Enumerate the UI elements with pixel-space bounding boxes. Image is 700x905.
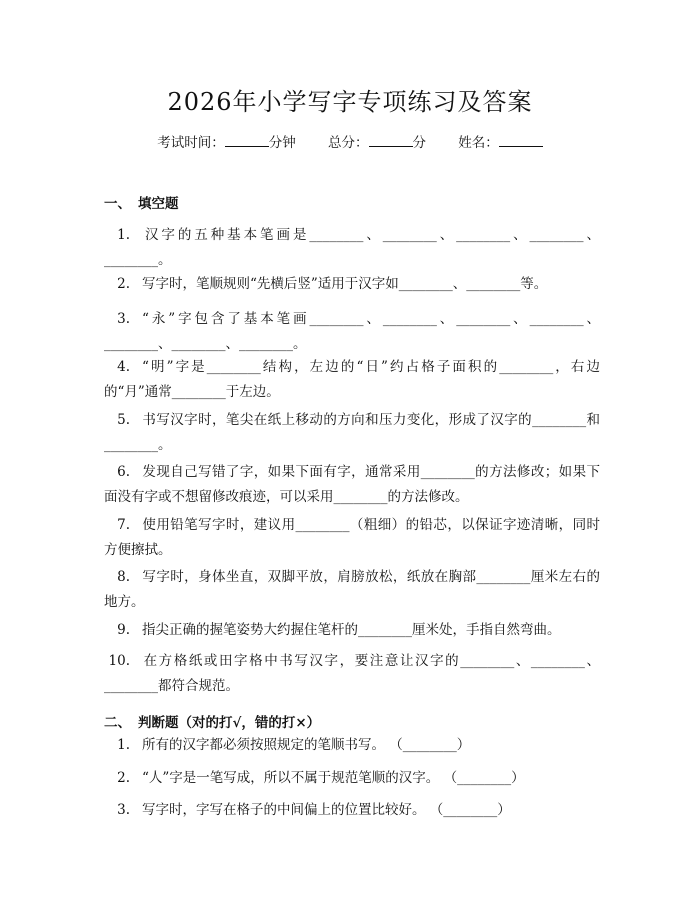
question-number: 5. (117, 412, 130, 428)
question-item (104, 513, 600, 563)
time-field (157, 131, 296, 151)
question-item (104, 649, 600, 699)
question-number: 7. (117, 517, 130, 533)
question-text: 写字时，身体坐直，双脚平放，肩膀放松，纸放在胸部________厘米左右的地方。 (104, 569, 600, 610)
score-unit: 分 (412, 135, 426, 151)
score-field (328, 131, 426, 151)
question-number: 6. (117, 464, 130, 480)
question-item (104, 307, 600, 357)
question-item (104, 733, 600, 758)
section-heading-fill-in (104, 192, 179, 212)
question-number: 3. (117, 802, 130, 818)
section-title: 判断题（对的打√，错的打×） (138, 715, 321, 731)
time-label: 考试时间： (157, 135, 225, 151)
question-number: 9. (117, 622, 130, 638)
question-number: 4. (117, 359, 130, 375)
question-text: 写字时，笔顺规则“先横后竖”适用于汉字如________、________等。 (142, 276, 548, 292)
time-unit: 分钟 (268, 135, 296, 151)
question-item (104, 565, 600, 615)
question-number: 2. (117, 276, 130, 292)
section-number: 一、 (104, 196, 131, 212)
question-number: 8. (117, 569, 130, 585)
exam-meta (0, 131, 700, 151)
question-item (104, 355, 600, 405)
question-number: 3. (117, 311, 130, 327)
section-heading-true-false (104, 711, 320, 731)
question-text: “明”字是________结构，左边的“日”约占格子面积的________，右边的“月”通常________于左边。 (104, 359, 600, 400)
question-number: 2. (117, 770, 130, 786)
question-item (104, 460, 600, 510)
question-text: 指尖正确的握笔姿势大约握住笔杆的________厘米处，手指自然弯曲。 (142, 622, 561, 638)
question-number: 10. (108, 653, 130, 669)
section-title: 填空题 (138, 196, 179, 212)
question-text: 发现自己写错了字，如果下面有字，通常采用________的方法修改；如果下面没有字或不想留修改痕迹，可以采用________的方法修改。 (104, 464, 600, 505)
question-item (104, 223, 600, 273)
time-blank (225, 132, 269, 147)
page-title: 2026年小学写字专项练习及答案 (167, 88, 533, 116)
name-blank (499, 132, 543, 147)
score-blank (369, 132, 413, 147)
question-text: 所有的汉字都必须按照规定的笔顺书写。 （________） (142, 737, 471, 753)
question-item (104, 798, 600, 823)
question-text: 在方格纸或田字格中书写汉字，要注意让汉字的________、________、________都符合规范。 (104, 653, 600, 694)
section-number: 二、 (104, 715, 131, 731)
score-label: 总分： (328, 135, 369, 151)
question-text: “人”字是一笔写成，所以不属于规范笔顺的汉字。 （________） (142, 770, 525, 786)
question-number: 1. (117, 737, 130, 753)
question-item (104, 766, 600, 791)
question-number: 1. (117, 227, 130, 243)
question-text: 写字时，字写在格子的中间偏上的位置比较好。 （________） (142, 802, 511, 818)
name-label: 姓名： (458, 135, 499, 151)
question-text: “永”字包含了基本笔画________、________、________、________、________、________、________。 (104, 311, 600, 352)
question-item (104, 408, 600, 458)
name-field (458, 131, 543, 151)
question-text: 书写汉字时，笔尖在纸上移动的方向和压力变化，形成了汉字的________和________。 (104, 412, 600, 453)
question-item (104, 272, 600, 297)
question-text: 使用铅笔写字时，建议用________（粗细）的铅芯，以保证字迹清晰，同时方便擦拭。 (104, 517, 600, 558)
question-item (104, 618, 600, 643)
question-text: 汉字的五种基本笔画是________、________、________、________、________。 (104, 227, 600, 268)
